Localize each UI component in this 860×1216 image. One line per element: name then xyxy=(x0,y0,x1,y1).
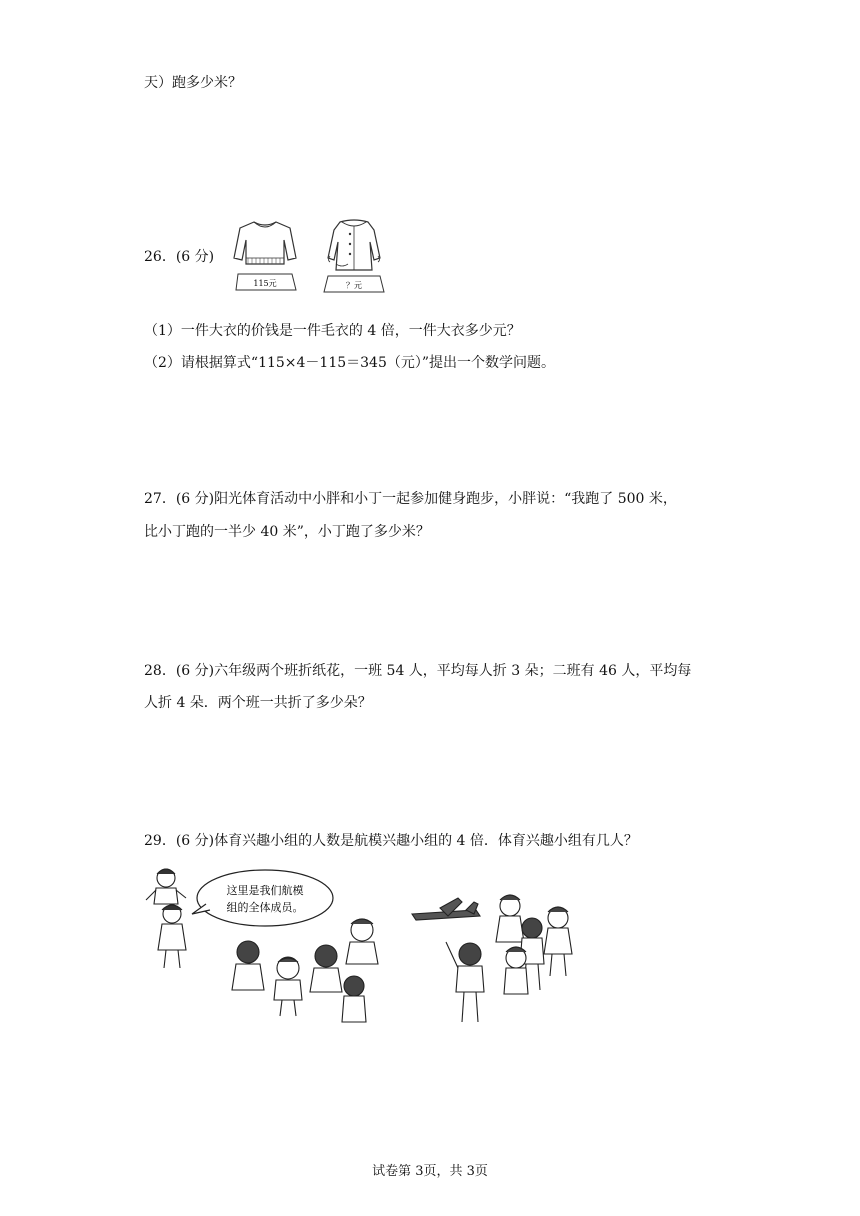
q25-tail-text: 天）跑多少米？ xyxy=(144,75,242,91)
q28-line2: 人折 4 朵．两个班一共折了多少朵？ xyxy=(144,695,372,711)
sweater-price-label: 115元 xyxy=(253,279,277,288)
q27-line2: 比小丁跑的一半少 40 米”，小丁跑了多少米？ xyxy=(144,524,430,540)
bubble-text-line2: 组的全体成员。 xyxy=(226,901,304,914)
q29-line1: 29．(6 分)体育兴趣小组的人数是航模兴趣小组的 4 倍．体育兴趣小组有几人？ xyxy=(144,833,638,849)
pointing-boy xyxy=(446,942,484,1022)
group-members xyxy=(232,919,378,1022)
speaker-children xyxy=(146,869,186,968)
model-aircraft-group-illustration xyxy=(140,858,590,1028)
q26-header: 26．(6 分) xyxy=(144,249,215,265)
sweater-price-illustration xyxy=(232,218,298,294)
q26-sub1: （1）一件大衣的价钱是一件毛衣的 4 倍，一件大衣多少元？ xyxy=(144,323,521,339)
q28-line1: 28．(6 分)六年级两个班折纸花，一班 54 人，平均每人折 3 朵；二班有 46 人，平均每 xyxy=(144,663,692,679)
page-footer: 试卷第 3页，共 3页 xyxy=(372,1164,488,1179)
coat-price-label: ？元 xyxy=(346,281,362,290)
model-airplane xyxy=(412,898,480,920)
coat-price-illustration xyxy=(322,218,386,294)
q27-line1: 27．(6 分)阳光体育活动中小胖和小丁一起参加健身跑步，小胖说：“我跑了 500 米， xyxy=(144,491,677,507)
right-group-members xyxy=(496,895,572,994)
q26-sub2: （2）请根据算式“115×4－115＝345（元）”提出一个数学问题。 xyxy=(144,355,556,371)
bubble-text-line1: 这里是我们航模 xyxy=(226,884,304,897)
